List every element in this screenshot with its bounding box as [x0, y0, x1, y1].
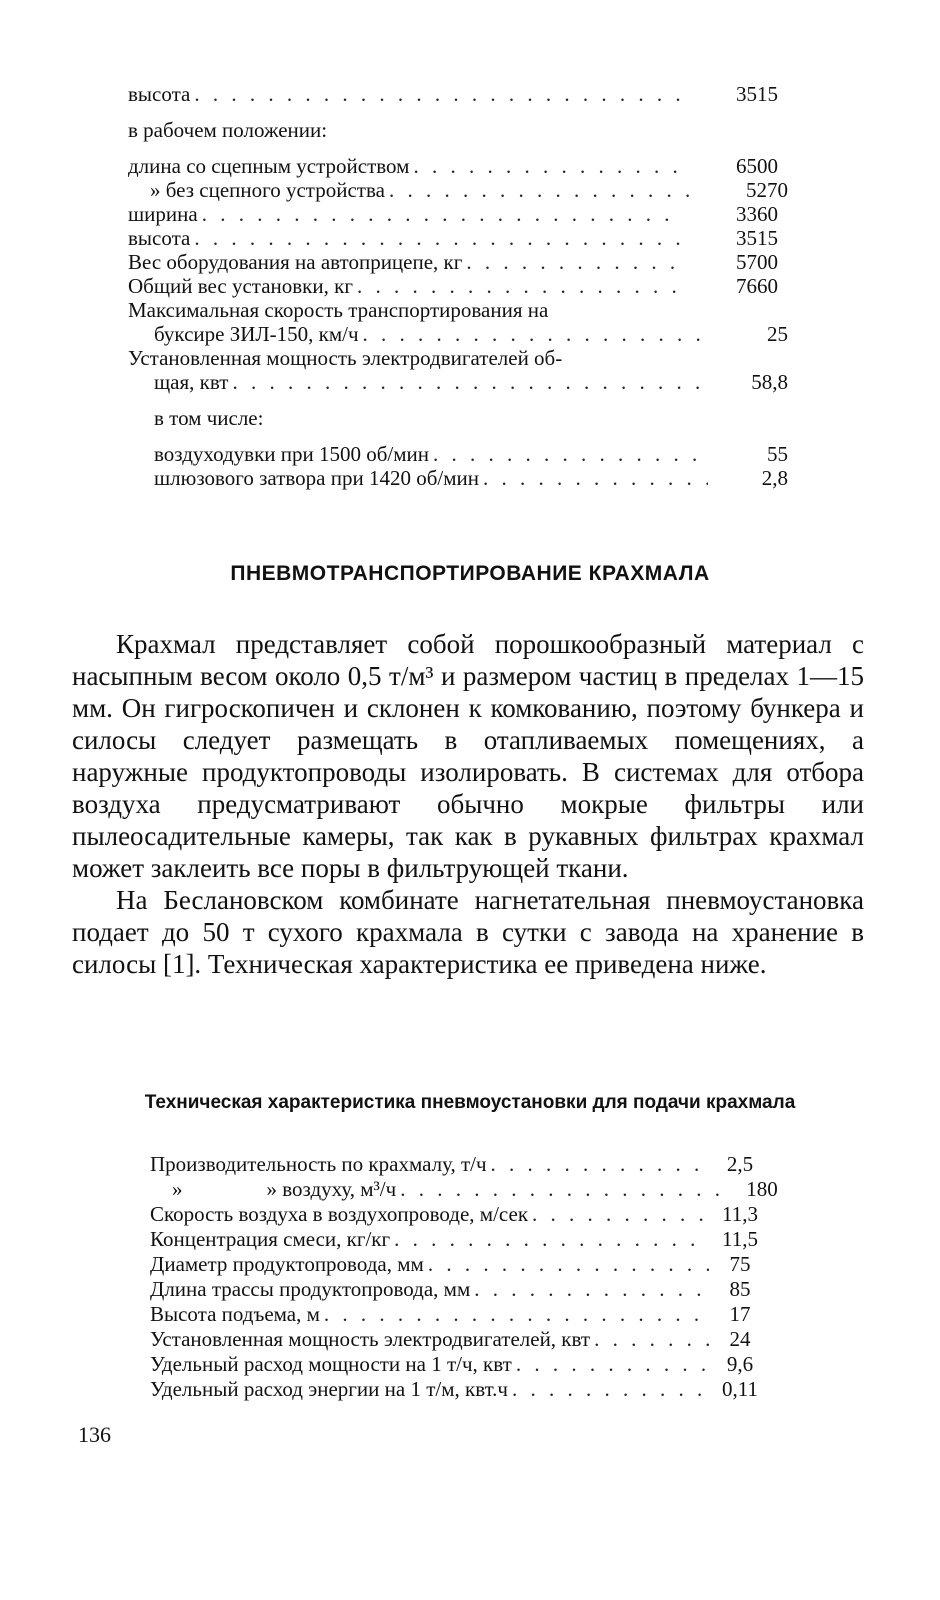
spec-value: 6500 [736, 154, 778, 178]
spec-label: Удельный расход мощности на 1 т/ч, квт [150, 1352, 512, 1376]
spec-label: высота [128, 82, 191, 106]
spec-value: 0,11 [722, 1377, 758, 1401]
spec-label: Высота подъема, м [150, 1302, 320, 1326]
spec-value: 17 [729, 1302, 751, 1326]
dot-leader [413, 154, 682, 179]
spec-label: высота [128, 226, 191, 250]
spec-row [128, 118, 788, 142]
spec-row [128, 178, 788, 202]
dot-leader [194, 82, 682, 107]
dot-leader [532, 1202, 709, 1227]
spec-label: ширина [128, 202, 198, 226]
spec-row [150, 1377, 810, 1402]
spec-row [128, 442, 788, 466]
paragraph: Крахмал представляет собой порошкообразный материал с насыпным весом около 0,5 т/м³ и размером частиц в пределах 1—15 мм. Он гигроскопичен и склонен к комкованию, поэтому бункера и силосы следует размещать в отапливаемых помещениях, а наружные продуктопроводы изолировать. В системах для отбора воздуха предусматривают обычно мокрые фильтры или пылеосадительные камеры, так как в рукавных фильтрах крахмал может заклеить все поры в фильтрующей ткани. [72, 629, 864, 883]
spec-row [150, 1202, 810, 1227]
spec-row [128, 250, 788, 274]
spec-row [128, 466, 788, 490]
spec-label: Максимальная скорость транспортирования на [128, 298, 549, 322]
spec-value: 11,3 [722, 1202, 758, 1226]
dot-leader [324, 1302, 709, 1327]
body-text [72, 628, 864, 980]
spec-label: Длина трассы продуктопровода, мм [150, 1277, 471, 1301]
spec-label: буксире ЗИЛ-150, км/ч [154, 322, 359, 346]
dot-leader [400, 1177, 731, 1202]
spec-label: » без сцепного устройства [150, 178, 385, 202]
spec-row [150, 1277, 810, 1302]
dot-leader [483, 466, 708, 491]
table-heading: Техническая характеристика пневмоустановки для подачи крахмала [144, 1092, 796, 1113]
spec-row [150, 1302, 810, 1327]
spec-label: » » воздуху, м³/ч [172, 1177, 397, 1201]
dot-leader [389, 178, 704, 203]
spec-label: Установленная мощность электродвигателей об- [128, 346, 563, 370]
spec-value: 75 [729, 1252, 751, 1276]
dot-leader [194, 226, 682, 251]
spec-value: 7660 [736, 274, 778, 298]
spec-label: Установленная мощность электродвигателей, квт [150, 1327, 591, 1351]
spec-value: 3515 [736, 82, 778, 106]
spec-row [150, 1252, 810, 1277]
spec-value: 180 [746, 1177, 778, 1201]
dot-leader [232, 370, 708, 395]
spec-value: 3515 [736, 226, 778, 250]
spec-row [128, 406, 788, 430]
spec-label: Производительность по крахмалу, т/ч [150, 1152, 487, 1176]
spec-value: 58,8 [751, 370, 788, 394]
spec-value: 25 [767, 322, 788, 346]
spec-row [128, 346, 788, 370]
spec-list-top [128, 82, 788, 490]
spec-label: длина со сцепным устройством [128, 154, 410, 178]
spec-label: шлюзового затвора при 1420 об/мин [154, 466, 479, 490]
dot-leader [357, 274, 682, 299]
dot-leader [466, 250, 682, 275]
spec-row [150, 1227, 810, 1252]
spec-row [128, 274, 788, 298]
spec-label: Диаметр продуктопровода, мм [150, 1252, 424, 1276]
dot-leader [202, 202, 682, 227]
dot-leader [428, 1252, 709, 1277]
paragraph: На Беслановском комбинате нагнетательная пневмоустановка подает до 50 т сухого крахмала в сутки с завода на хранение в силосы [1]. Техническая характеристика ее приведена ниже. [72, 885, 864, 979]
spec-value: 11,5 [722, 1227, 758, 1251]
spec-label: Концентрация смеси, кг/кг [150, 1227, 391, 1251]
dot-leader [516, 1352, 709, 1377]
spec-row [128, 202, 788, 226]
spec-row [128, 82, 788, 106]
spec-list-bottom [150, 1152, 810, 1402]
dot-leader [594, 1327, 709, 1352]
spec-row [128, 226, 788, 250]
section-heading: ПНЕВМОТРАНСПОРТИРОВАНИЕ КРАХМАЛА [230, 562, 710, 585]
spec-row [150, 1327, 810, 1352]
dot-leader [394, 1227, 709, 1252]
spec-row [128, 154, 788, 178]
spec-label: Скорость воздуха в воздухопроводе, м/сек [150, 1202, 529, 1226]
spec-subheading: в том числе: [154, 406, 264, 430]
spec-value: 2,5 [726, 1152, 754, 1176]
spec-row [150, 1352, 810, 1377]
spec-value: 2,8 [761, 466, 788, 490]
spec-row [128, 370, 788, 394]
dot-leader [512, 1377, 709, 1402]
spec-row [128, 298, 788, 322]
spec-label: Общий вес установки, кг [128, 274, 353, 298]
spec-value: 5700 [736, 250, 778, 274]
spec-value: 5270 [746, 178, 788, 202]
spec-row [150, 1177, 810, 1202]
spec-row [150, 1152, 810, 1177]
spec-label: щая, квт [154, 370, 229, 394]
spec-label: Вес оборудования на автоприцепе, кг [128, 250, 463, 274]
spec-label: воздуходувки при 1500 об/мин [154, 442, 430, 466]
spec-value: 9,6 [726, 1352, 754, 1376]
page-number: 136 [78, 1422, 111, 1447]
dot-leader [363, 322, 708, 347]
spec-row [128, 322, 788, 346]
spec-value: 55 [767, 442, 788, 466]
dot-leader [433, 442, 708, 467]
spec-label: Удельный расход энергии на 1 т/м, квт.ч [150, 1377, 508, 1401]
spec-value: 3360 [736, 202, 778, 226]
spec-value: 24 [729, 1327, 751, 1351]
spec-value: 85 [729, 1277, 751, 1301]
spec-subheading: в рабочем положении: [128, 118, 328, 142]
dot-leader [491, 1152, 709, 1177]
dot-leader [474, 1277, 709, 1302]
